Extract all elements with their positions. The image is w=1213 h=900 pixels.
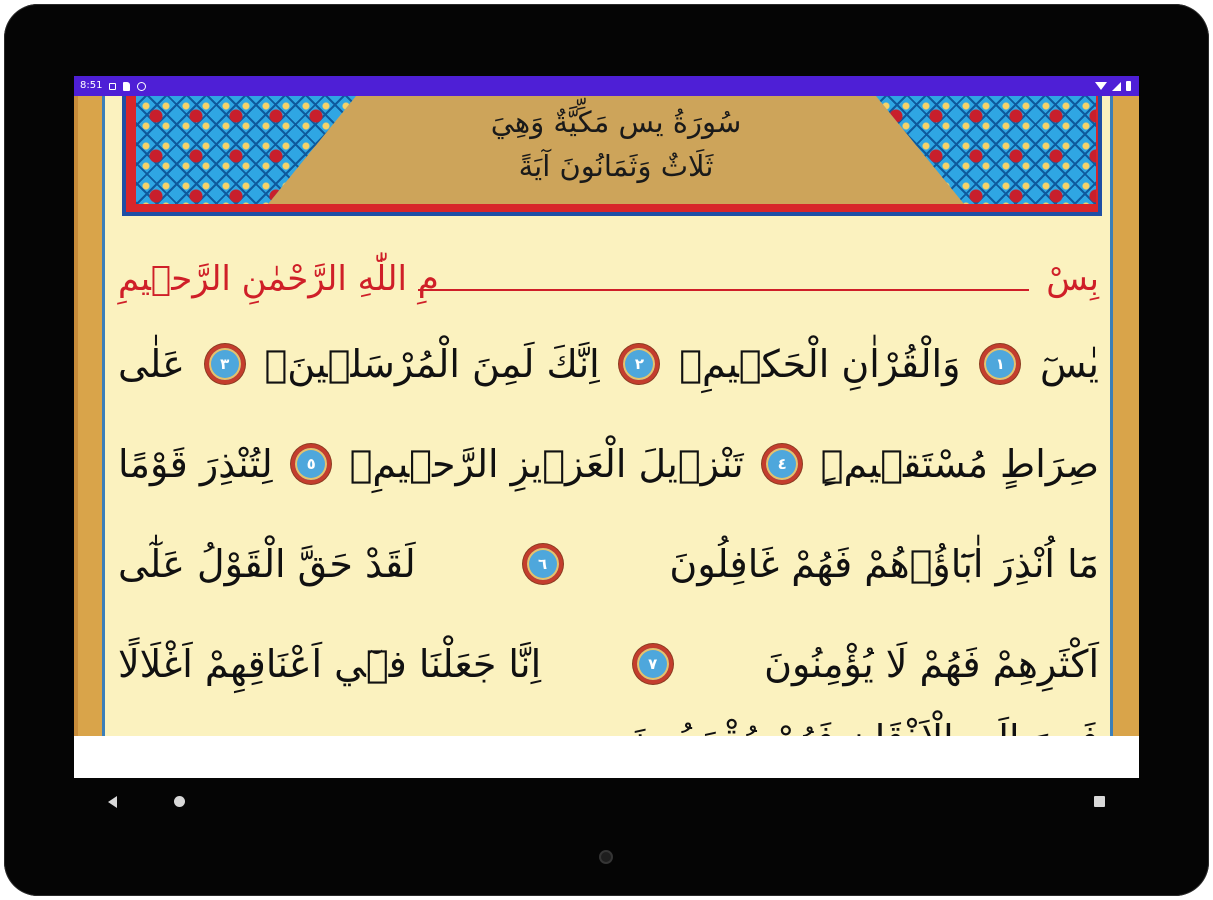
basmala-end: مِ اللّٰهِ الرَّحْمٰنِ الرَّح۪يمِ: [118, 259, 439, 299]
recents-icon[interactable]: [1094, 796, 1105, 807]
ayah-number-marker[interactable]: ٢: [619, 344, 659, 384]
ayah-number-marker[interactable]: ٥: [291, 444, 331, 484]
front-camera: [599, 850, 613, 864]
verse-lines: [118, 314, 1099, 714]
verse-text: اِنَّكَ لَمِنَ الْمُرْسَل۪ينَۙ: [264, 342, 600, 386]
bottom-bar: [74, 736, 1139, 778]
surah-header-title: [366, 100, 866, 188]
surah-header-line2: ثَلَاثٌ وَثَمَانُونَ آيَةً: [518, 149, 714, 183]
ornament-left-icon: [136, 96, 356, 204]
verse-text: مَٓا اُنْذِرَ اٰبَٓاؤُ۬هُمْ فَهُمْ غَافِلُونَ: [669, 542, 1099, 586]
notification-square-icon: [109, 83, 116, 90]
verse-line: [118, 414, 1099, 514]
basmala-start: بِسْ: [1046, 259, 1099, 299]
status-time: 8:51: [80, 80, 103, 91]
verse-text: لِتُنْذِرَ قَوْمًا: [118, 442, 273, 486]
ayah-number-marker[interactable]: ١: [980, 344, 1020, 384]
verse-text: اَكْثَرِهِمْ فَهُمْ لَا يُؤْمِنُونَ: [764, 642, 1099, 686]
basmala-rule: [418, 289, 1029, 291]
quran-page[interactable]: [74, 96, 1139, 736]
ornament-right-icon: [876, 96, 1096, 204]
battery-icon: [1126, 81, 1131, 91]
wifi-icon: [1095, 82, 1107, 90]
surah-header-frame: [122, 96, 1102, 216]
verse-line: [118, 314, 1099, 414]
verse-text: لَقَدْ حَقَّ الْقَوْلُ عَلٰٓى: [118, 542, 416, 586]
verse-line: [118, 514, 1099, 614]
basmala: [118, 254, 1099, 314]
verse-text: اِنَّا جَعَلْنَا ف۪ٓي اَعْنَاقِهِمْ اَغْلَالًا: [118, 642, 542, 686]
app-screen: [74, 76, 1139, 778]
verses-area: [118, 254, 1099, 714]
ayah-number-marker[interactable]: ٦: [523, 544, 563, 584]
status-bar: [74, 76, 1139, 96]
surah-header-line1: سُورَةُ يس مَكِّيَّةٌ وَهِيَ: [490, 105, 742, 139]
ayah-number-marker[interactable]: ٧: [633, 644, 673, 684]
signal-icon: [1112, 82, 1121, 91]
back-icon[interactable]: [108, 796, 117, 808]
verse-text: تَنْز۪يلَ الْعَز۪يزِ الرَّح۪يمِۙ: [349, 442, 744, 486]
verse-text: وَالْقُرْاٰنِ الْحَك۪يمِۙ: [679, 342, 961, 386]
home-icon[interactable]: [174, 796, 185, 807]
system-nav-bar: [74, 778, 1139, 824]
sd-card-icon: [123, 82, 130, 91]
verse-text: صِرَاطٍ مُسْتَق۪يمٍۜ: [820, 442, 1099, 486]
page-margin-right: [1110, 96, 1139, 736]
circle-sync-icon: [137, 82, 146, 91]
verse-line: [118, 614, 1099, 714]
ayah-number-marker[interactable]: ٣: [205, 344, 245, 384]
page-margin-left: [74, 96, 105, 736]
verse-text: عَلٰى: [118, 342, 185, 386]
verse-text: يٰسٓ: [1039, 342, 1099, 386]
ayah-number-marker[interactable]: ٤: [762, 444, 802, 484]
